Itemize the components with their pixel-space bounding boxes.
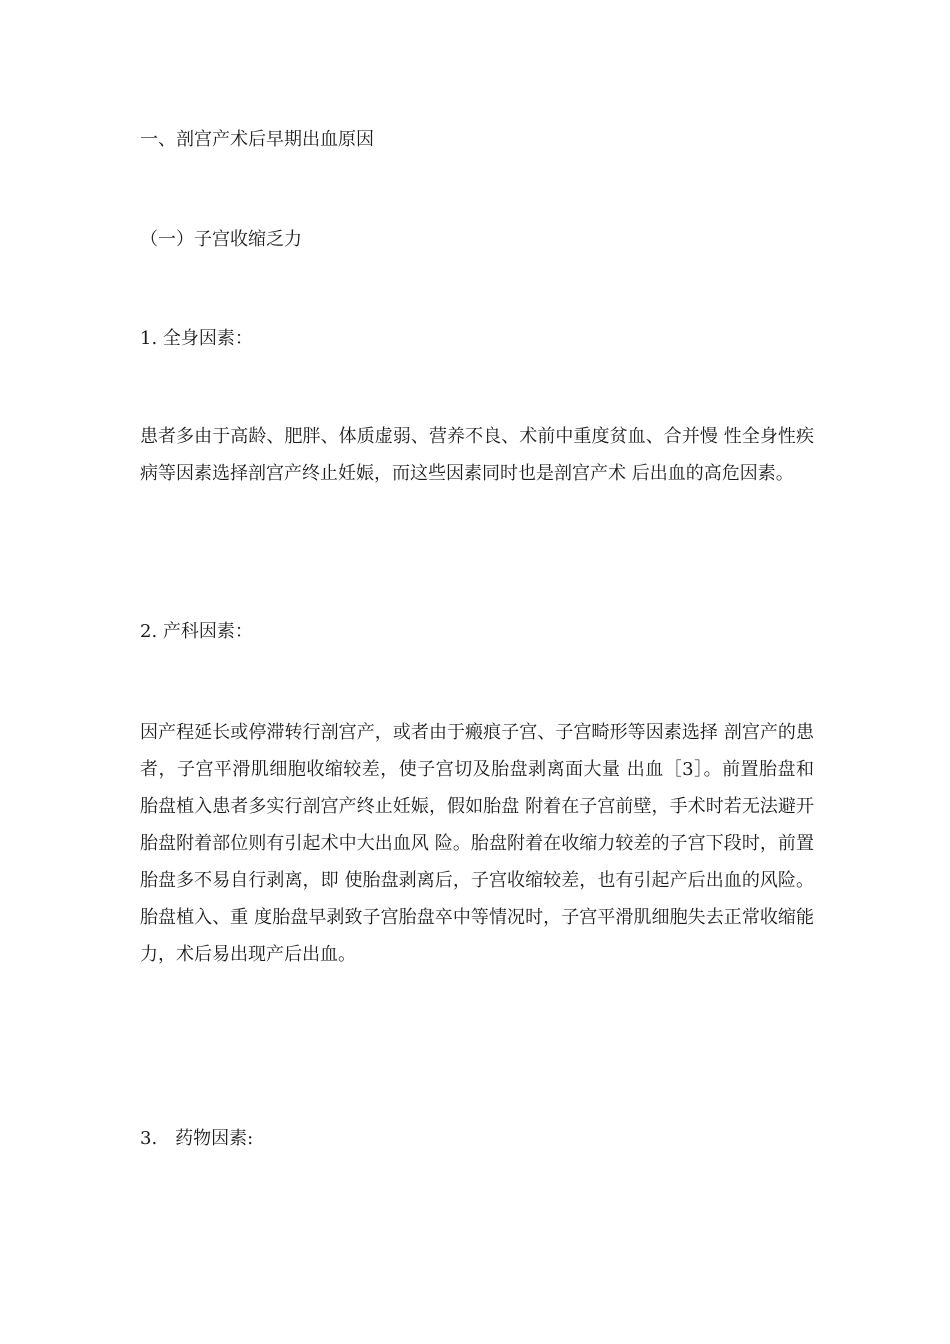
item-1-title: 1. 全身因素：: [140, 328, 253, 349]
subsection-heading: （一）子宫收缩乏力: [140, 229, 302, 250]
item-1-paragraph: 患者多由于高龄、肥胖、体质虚弱、营养不良、术前中重度贫血、合并慢 性全身性疾病等因素选择剖宫产终止妊娠，而这些因素同时也是剖宫产术 后出血的高危因素。: [140, 426, 814, 484]
item-2-title: 2. 产科因素：: [140, 621, 253, 642]
item-2-paragraph: 因产程延长或停滞转行剖宫产，或者由于瘢痕子宫、子宫畸形等因素选择 剖宫产的患者，子宫平滑肌细胞收缩较差，使子宫切及胎盘剥离面大量 出血［3］。前置胎盘和胎盘植入患者多实行剖宫产终止妊娠，假如胎盘 附着在子宫前壁，手术时若无法避开胎盘附着部位则有引起术中大出血风 险。胎盘附着在收缩力较差的子宫下段时，前置胎盘多不易自行剥离，即 使胎盘剥离后，子宫收缩较差，也有引起产后出血的风险。胎盘植入、重 度胎盘早剥致子宫胎盘卒中等情况时，子宫平滑肌细胞失去正常收缩能 力，术后易出现产后出血。: [140, 722, 814, 965]
item-3-title: 3. 药物因素:: [140, 1128, 254, 1149]
section-heading: 一、剖宫产术后早期出血原因: [140, 129, 374, 150]
